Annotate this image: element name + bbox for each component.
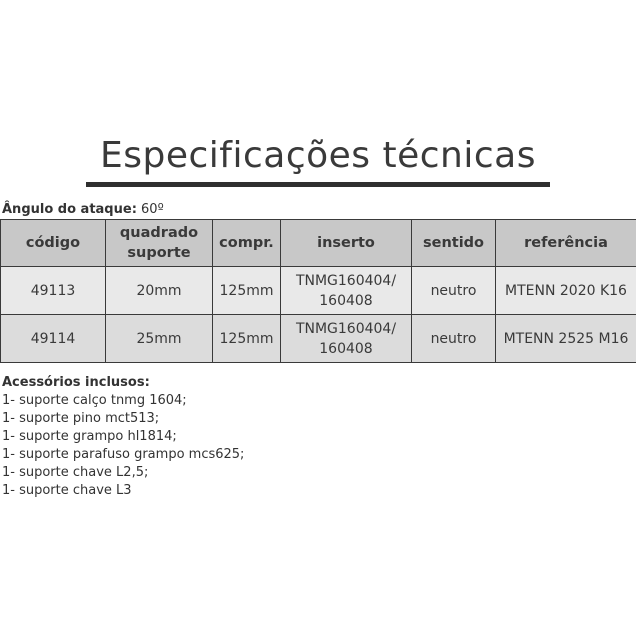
cell-compr: 125mm [213, 267, 281, 315]
table-row [1, 315, 636, 363]
cell-sentido: neutro [412, 267, 496, 315]
title-underline [86, 182, 550, 187]
cell-inserto: TNMG160404/ 160408 [281, 315, 412, 363]
header-quadrado-suporte: quadrado suporte [106, 220, 213, 267]
attack-angle-label: Ângulo do ataque: [2, 202, 137, 217]
page-title: Especificações técnicas [100, 135, 536, 176]
accessories-list [2, 374, 244, 500]
cell-inserto: TNMG160404/ 160408 [281, 267, 412, 315]
cell-codigo: 49113 [1, 267, 106, 315]
list-item: 1- suporte chave L3 [2, 483, 132, 498]
header-referencia: referência [496, 220, 636, 267]
cell-referencia: MTENN 2525 M16 [496, 315, 636, 363]
spec-table [0, 219, 636, 363]
table-row [1, 267, 636, 315]
accessories-title: Acessórios inclusos: [2, 375, 150, 390]
list-item: 1- suporte grampo hl1814; [2, 429, 177, 444]
cell-referencia: MTENN 2020 K16 [496, 267, 636, 315]
attack-angle [2, 202, 164, 218]
list-item: 1- suporte calço tnmg 1604; [2, 393, 187, 408]
cell-sentido: neutro [412, 315, 496, 363]
list-item: 1- suporte parafuso grampo mcs625; [2, 447, 245, 462]
cell-quadrado: 25mm [106, 315, 213, 363]
list-item: 1- suporte chave L2,5; [2, 465, 149, 480]
header-codigo: código [1, 220, 106, 267]
header-compr: compr. [213, 220, 281, 267]
header-inserto: inserto [281, 220, 412, 267]
list-item: 1- suporte pino mct513; [2, 411, 160, 426]
cell-codigo: 49114 [1, 315, 106, 363]
header-sentido: sentido [412, 220, 496, 267]
cell-quadrado: 20mm [106, 267, 213, 315]
cell-compr: 125mm [213, 315, 281, 363]
attack-angle-value: 60º [141, 202, 164, 217]
table-header-row [1, 220, 636, 267]
